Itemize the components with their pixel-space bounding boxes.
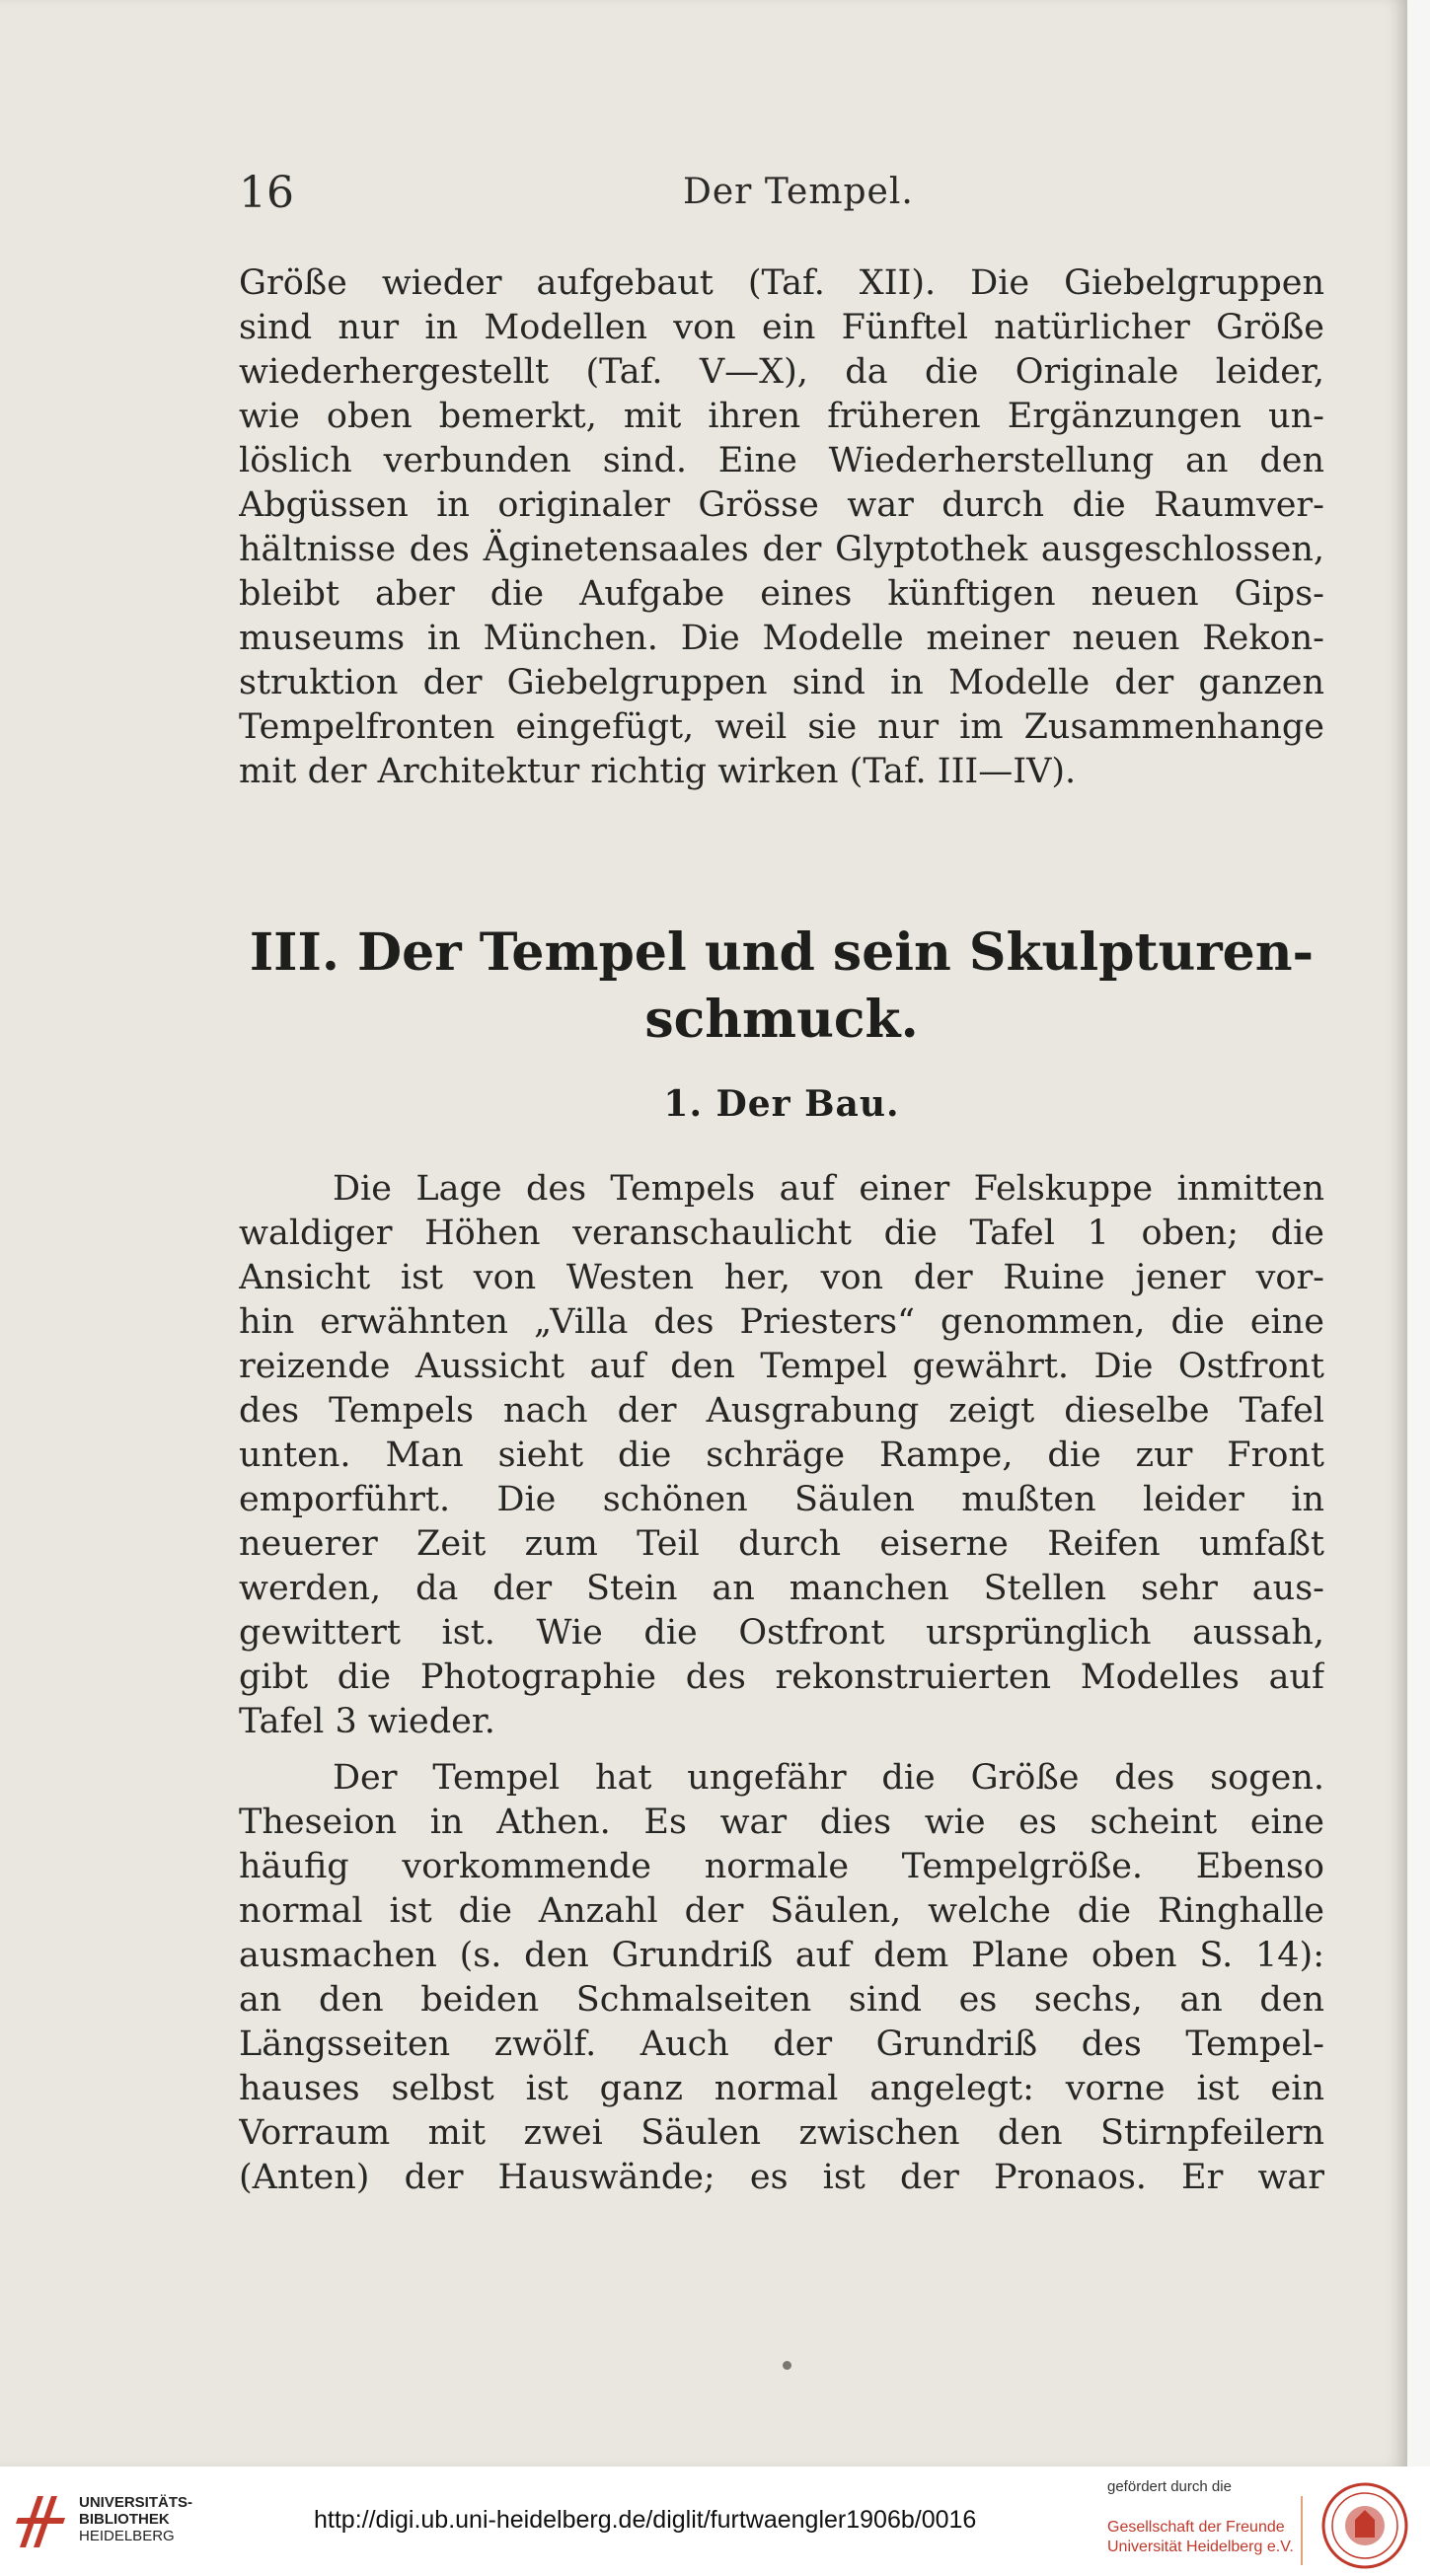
library-name-line: BIBLIOTHEK bbox=[79, 2511, 170, 2528]
text-line: Längsseiten zwölf. Auch der Grundriß des Tempel- bbox=[239, 2024, 1324, 2064]
sponsor-label: gefördert durch die bbox=[1107, 2478, 1232, 2495]
text-line: (Anten) der Hauswände; es ist der Pronaos. Er war bbox=[239, 2158, 1324, 2197]
running-head: Der Tempel. bbox=[683, 172, 914, 212]
page-header bbox=[239, 168, 1324, 227]
chapter-title bbox=[239, 920, 1324, 1054]
text-line: Abgüssen in originaler Grösse war durch die Raumver- bbox=[239, 485, 1324, 525]
paragraph-lage bbox=[239, 1167, 1324, 1744]
decorative-dot bbox=[783, 2361, 791, 2370]
text-line: häufig vorkommende normale Tempelgröße. Ebenso bbox=[239, 1847, 1324, 1886]
sponsor-divider bbox=[1301, 2496, 1303, 2565]
page-edge bbox=[1407, 0, 1430, 2466]
text-line: reizende Aussicht auf den Tempel gewährt. Die Ostfront bbox=[239, 1347, 1324, 1386]
text-line: an den beiden Schmalseiten sind es sechs, an den bbox=[239, 1980, 1324, 2020]
text-line: Vorraum mit zwei Säulen zwischen den Stirnpfeilern bbox=[239, 2113, 1324, 2153]
text-line: gewittert ist. Wie die Ostfront ursprünglich aussah, bbox=[239, 1613, 1324, 1653]
text-line: gibt die Photographie des rekonstruierten Modelles auf bbox=[239, 1657, 1324, 1697]
permalink-url[interactable]: http://digi.ub.uni-heidelberg.de/diglit/furtwaengler1906b/0016 bbox=[314, 2506, 977, 2534]
text-line: wie oben bemerkt, mit ihren früheren Ergänzungen un- bbox=[239, 397, 1324, 436]
text-line: neuerer Zeit zum Teil durch eiserne Reifen umfaßt bbox=[239, 1524, 1324, 1564]
text-line: ausmachen (s. den Grundriß auf dem Plane oben S. 14): bbox=[239, 1936, 1324, 1975]
page-number: 16 bbox=[239, 168, 294, 218]
text-line: Theseion in Athen. Es war dies wie es scheint eine bbox=[239, 1803, 1324, 1842]
text-line: mit der Architektur richtig wirken (Taf. III—IV). bbox=[239, 752, 1077, 791]
text-line: normal ist die Anzahl der Säulen, welche die Ringhalle bbox=[239, 1891, 1324, 1931]
text-line: werden, da der Stein an manchen Stellen sehr aus- bbox=[239, 1569, 1324, 1608]
section-title: 1. Der Bau. bbox=[663, 1083, 900, 1125]
text-line: Ansicht ist von Westen her, von der Ruine jener vor- bbox=[239, 1258, 1324, 1297]
sponsor-name[interactable] bbox=[1107, 2518, 1294, 2557]
text-line: hauses selbst ist ganz normal angelegt: vorne ist ein bbox=[239, 2069, 1324, 2108]
text-line: unten. Man sieht die schräge Rampe, die zur Front bbox=[239, 1435, 1324, 1475]
library-name-line: UNIVERSITÄTS- bbox=[79, 2494, 193, 2511]
text-line: Tafel 3 wieder. bbox=[239, 1702, 495, 1741]
text-line: sind nur in Modellen von ein Fünftel natürlicher Größe bbox=[239, 308, 1324, 347]
university-seal-icon bbox=[1317, 2480, 1412, 2571]
sponsor-name-line: Gesellschaft der Freunde bbox=[1107, 2519, 1285, 2536]
text-line: Die Lage des Tempels auf einer Felskuppe inmitten bbox=[333, 1169, 1324, 1209]
text-line: museums in München. Die Modelle meiner neuen Rekon- bbox=[239, 619, 1324, 658]
paragraph-intro bbox=[239, 261, 1324, 794]
text-line: hältnisse des Äginetensaales der Glyptothek ausgeschlossen, bbox=[239, 530, 1324, 569]
text-line: hin erwähnten „Villa des Priesters“ genommen, die eine bbox=[239, 1302, 1324, 1342]
footer bbox=[0, 2466, 1430, 2576]
ub-heidelberg-logo-icon[interactable] bbox=[14, 2488, 69, 2553]
text-line: wiederhergestellt (Taf. V—X), da die Originale leider, bbox=[239, 352, 1324, 392]
text-line: bleibt aber die Aufgabe eines künftigen neuen Gips- bbox=[239, 574, 1324, 614]
text-line: Tempelfronten eingefügt, weil sie nur im Zusammenhange bbox=[239, 707, 1324, 747]
sponsor-name-line: Universität Heidelberg e.V. bbox=[1107, 2539, 1294, 2555]
text-line: Der Tempel hat ungefähr die Größe des sogen. bbox=[333, 1758, 1324, 1798]
text-line: des Tempels nach der Ausgrabung zeigt dieselbe Tafel bbox=[239, 1391, 1324, 1431]
text-line: waldiger Höhen veranschaulicht die Tafel 1 oben; die bbox=[239, 1214, 1324, 1253]
paragraph-groesse bbox=[239, 1756, 1324, 2200]
text-line: Größe wieder aufgebaut (Taf. XII). Die Giebelgruppen bbox=[239, 263, 1324, 303]
library-name bbox=[79, 2494, 192, 2544]
chapter-title-line: schmuck. bbox=[644, 990, 919, 1050]
library-name-line: HEIDELBERG bbox=[79, 2528, 175, 2544]
text-line: emporführt. Die schönen Säulen mußten leider in bbox=[239, 1480, 1324, 1519]
text-line: struktion der Giebelgruppen sind in Modelle der ganzen bbox=[239, 663, 1324, 702]
text-line: löslich verbunden sind. Eine Wiederherstellung an den bbox=[239, 441, 1324, 480]
chapter-title-line: III. Der Tempel und sein Skulpturen- bbox=[249, 922, 1315, 983]
